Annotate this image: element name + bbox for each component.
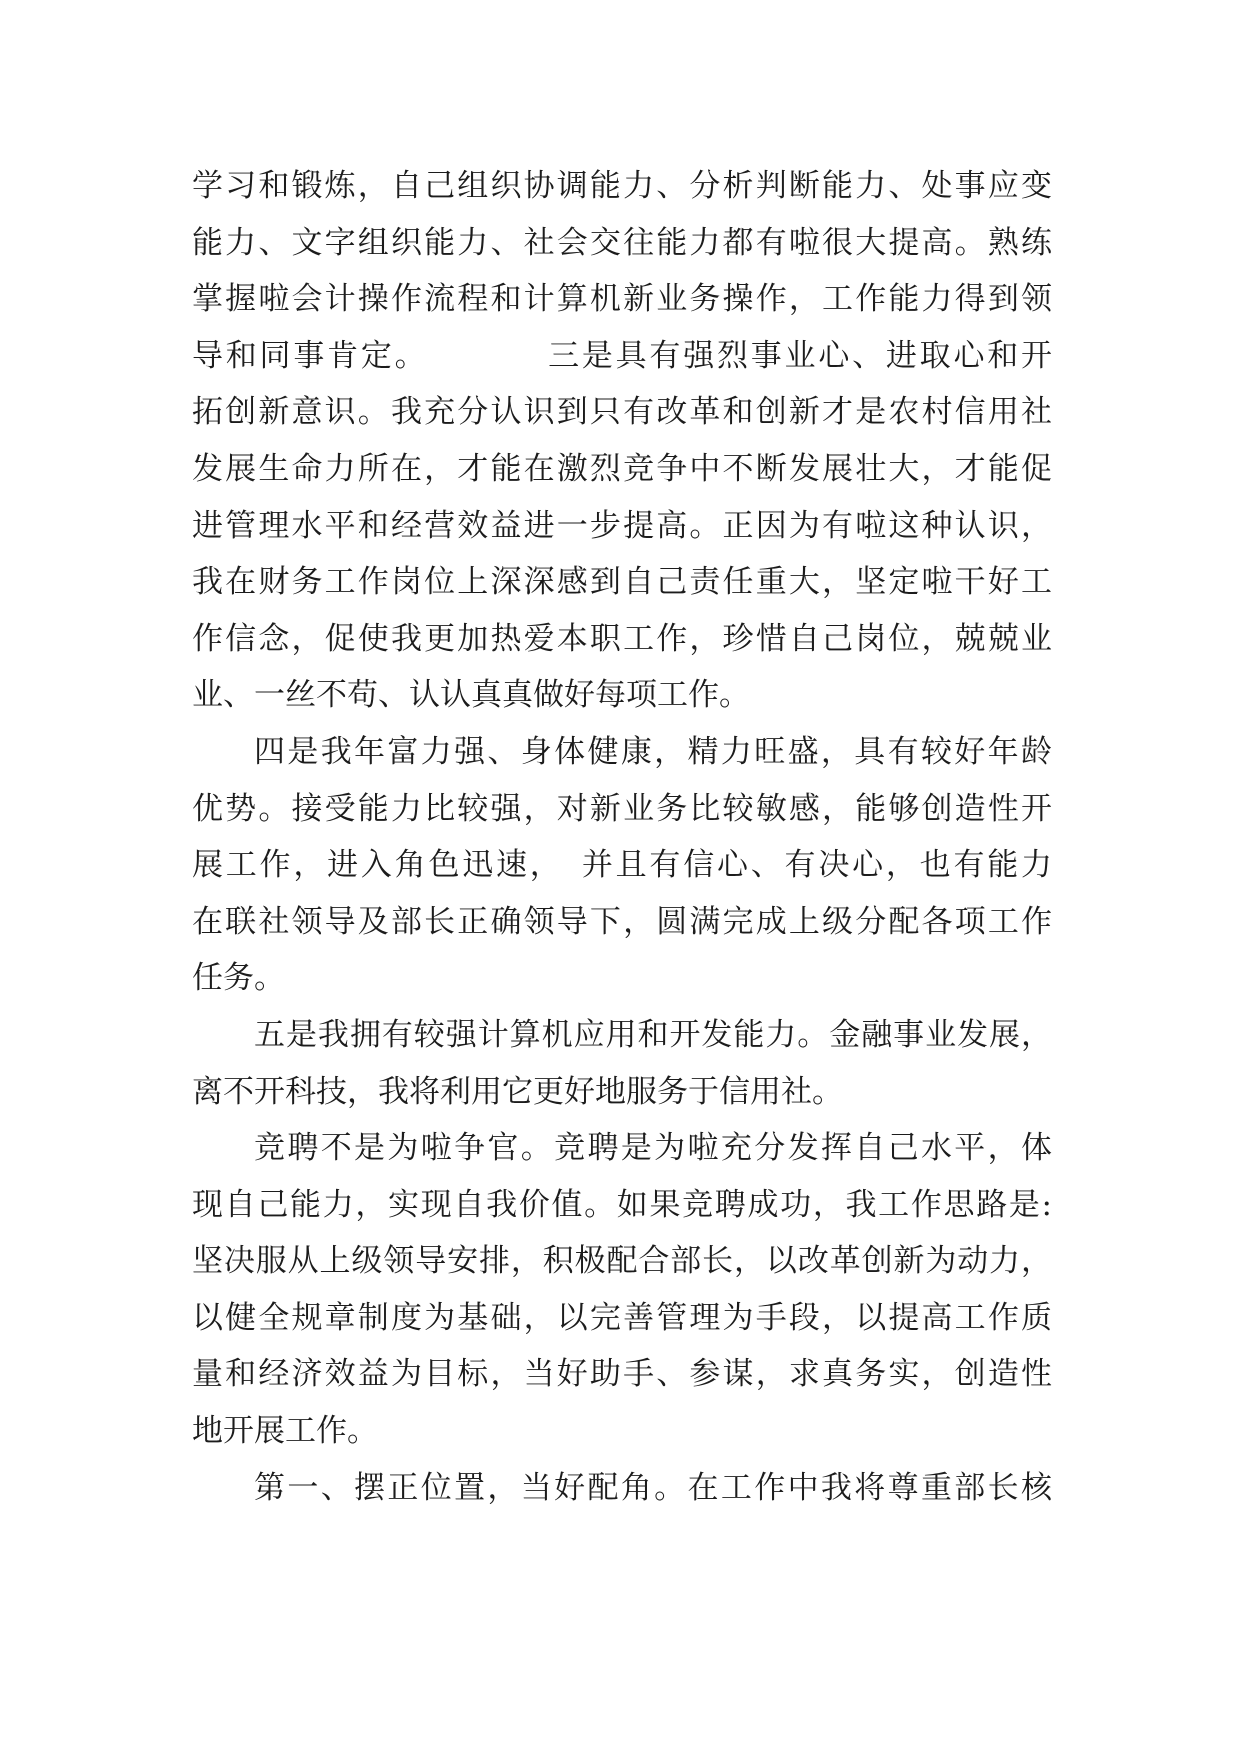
text-line: 第一、摆正位置，当好配角。在工作中我将尊重部长核	[254, 1469, 1052, 1506]
text-line: 坚决服从上级领导安排，积极配合部长，以改革创新为动力，	[192, 1243, 1052, 1280]
text-line: 业、一丝不苟、认认真真做好每项工作。	[192, 677, 750, 714]
text-line: 现自己能力，实现自我价值。如果竞聘成功，我工作思路是:	[192, 1186, 1052, 1223]
text-line: 优势。接受能力比较强，对新业务比较敏感，能够创造性开	[192, 790, 1052, 827]
text-line: 竞聘不是为啦争官。竞聘是为啦充分发挥自己水平，体	[254, 1130, 1052, 1167]
text-line: 拓创新意识。我充分认识到只有改革和创新才是农村信用社	[192, 394, 1052, 431]
text-line: 导和同事肯定。 三是具有强烈事业心、进取心和开	[192, 337, 1052, 374]
text-line: 在联社领导及部长正确领导下，圆满完成上级分配各项工作	[192, 903, 1052, 940]
body-text	[192, 158, 1052, 1516]
text-line: 掌握啦会计操作流程和计算机新业务操作，工作能力得到领	[192, 281, 1052, 318]
text-line: 进管理水平和经营效益进一步提高。正因为有啦这种认识，	[192, 507, 1052, 544]
text-line: 地开展工作。	[192, 1413, 378, 1450]
text-line: 我在财务工作岗位上深深感到自己责任重大，坚定啦干好工	[192, 564, 1052, 601]
text-line: 学习和锻炼，自己组织协调能力、分析判断能力、处事应变	[192, 168, 1052, 204]
text-line: 能力、文字组织能力、社会交往能力都有啦很大提高。熟练	[192, 224, 1052, 261]
text-line: 四是我年富力强、身体健康，精力旺盛，具有较好年龄	[254, 733, 1052, 770]
text-line: 离不开科技，我将利用它更好地服务于信用社。	[192, 1073, 843, 1110]
text-line: 量和经济效益为目标，当好助手、参谋，求真务实，创造性	[192, 1356, 1052, 1393]
text-line: 发展生命力所在，才能在激烈竞争中不断发展壮大，才能促	[192, 450, 1052, 487]
text-line: 作信念，促使我更加热爱本职工作，珍惜自己岗位，兢兢业	[192, 620, 1052, 657]
text-line: 以健全规章制度为基础，以完善管理为手段，以提高工作质	[192, 1299, 1052, 1336]
text-line: 任务。	[192, 960, 285, 997]
text-line: 展工作，进入角色迅速， 并且有信心、有决心，也有能力	[192, 847, 1052, 884]
text-line: 五是我拥有较强计算机应用和开发能力。金融事业发展，	[254, 1016, 1052, 1053]
